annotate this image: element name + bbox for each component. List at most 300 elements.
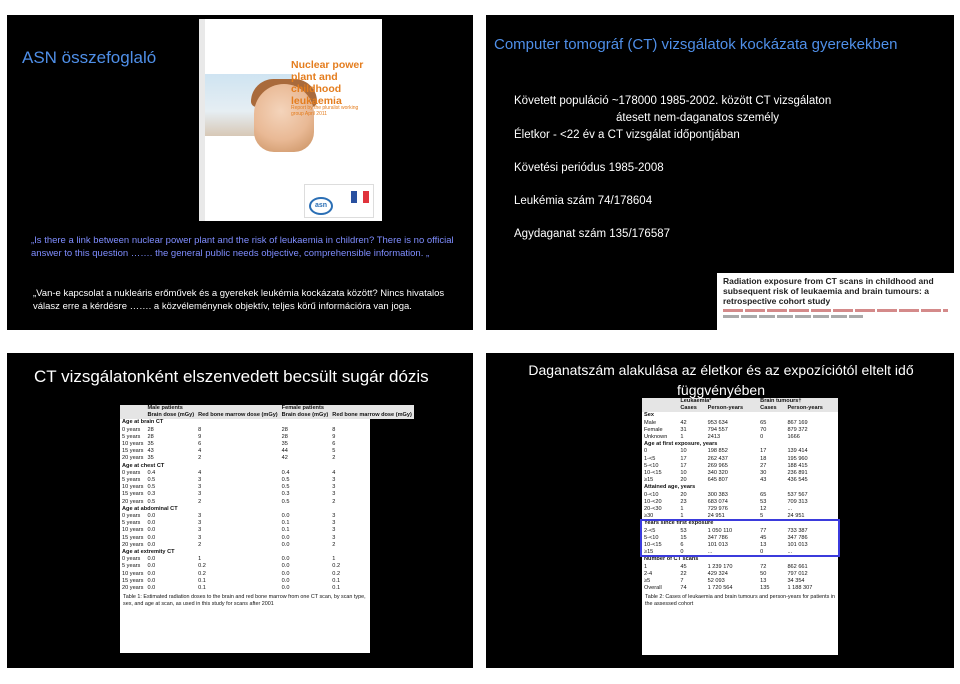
table-cell: 5 years [122, 433, 141, 440]
table-cell: 2 [332, 498, 336, 505]
table-cell: 52 093 [707, 578, 725, 585]
table-cell: 3 [332, 477, 336, 484]
table-cell: 0.0 [281, 513, 290, 520]
table-row [642, 427, 838, 434]
slide-title: Daganatszám alakulása az életkor és az expozíciótól eltelt idő függvényében [528, 362, 914, 398]
table-row [642, 492, 838, 499]
slide-title: CT vizsgálatonként elszenvedett becsült sugár dózis [34, 367, 429, 386]
table-cell: 15 years [122, 534, 144, 541]
table-row [120, 535, 414, 542]
table-cell: 4 [332, 469, 336, 476]
table-cell: 3 [198, 527, 202, 534]
table-cell: 0.5 [147, 477, 156, 484]
table-cell: ≥15 [644, 549, 654, 556]
table-cell: ≥30 [644, 513, 654, 520]
table-row [120, 499, 414, 506]
table-cell: 0.3 [281, 491, 290, 498]
table-cell: 139 414 [787, 448, 808, 455]
table-cell: 42 [680, 419, 687, 426]
table-cell: 31 [680, 426, 687, 433]
table-cell: 0.0 [281, 541, 290, 548]
table-cell: 0.0 [281, 570, 290, 577]
column-header: Brain dose (mGy) [281, 412, 329, 419]
table-cell: ≥5 [644, 578, 651, 585]
section-label: Attained age, years [644, 484, 696, 491]
table-cell: 0.4 [281, 469, 290, 476]
group-header-row [642, 398, 838, 405]
table-cell: 24 951 [787, 513, 805, 520]
table-cell: 1 [332, 556, 336, 563]
table-cell: 1 050 110 [707, 527, 733, 534]
table-cell: 20 [680, 477, 687, 484]
group-header: Leukaemia* [678, 398, 758, 405]
table-row [120, 427, 414, 434]
dose-table [120, 405, 414, 592]
table-row [120, 477, 414, 484]
table-cell: 10 years [122, 484, 144, 491]
column-header-row [642, 405, 838, 412]
table-cell: 0.0 [147, 513, 156, 520]
table-cell: 10-<15 [644, 542, 662, 549]
fact-line: átesett nem-daganatos személy [616, 112, 780, 124]
table-cell: 3 [198, 520, 202, 527]
table-cell: 269 965 [707, 462, 728, 469]
table-cell: 300 383 [707, 491, 728, 498]
table-cell: 3 [332, 520, 336, 527]
table-cell: 20 years [122, 498, 144, 505]
paper-title: Radiation exposure from CT scans in childhood and subsequent risk of leukaemia and brain tumours: a retrospective cohort study [723, 276, 934, 306]
section-label: Age at chest CT [122, 462, 165, 469]
table-cell: 7 [680, 578, 684, 585]
table-cell: 10 years [122, 570, 144, 577]
fact-line: Követett populáció ~178000 1985-2002. között CT vizsgálaton [514, 95, 832, 107]
table-cell: 1 [680, 513, 684, 520]
section-row [120, 506, 414, 513]
report-logos [304, 184, 374, 218]
table-cell: 0.0 [147, 556, 156, 563]
table-cell: 50 [760, 570, 767, 577]
table-cell: Female [644, 426, 663, 433]
table-cell: 5 years [122, 520, 141, 527]
slide-asn-summary [7, 15, 473, 330]
table-row [120, 542, 414, 549]
table-cell: 0.2 [198, 563, 206, 570]
slide-title: Computer tomográf (CT) vizsgálatok kockázata gyerekekben [494, 36, 898, 53]
paper-affiliation-line [723, 315, 863, 318]
table-cell: 53 [760, 498, 767, 505]
table-cell: 537 567 [787, 491, 808, 498]
table-row [120, 484, 414, 491]
table-cell: 953 634 [707, 419, 728, 426]
table-cell: 733 387 [787, 527, 808, 534]
table-cell: 10-<20 [644, 498, 662, 505]
column-header: Red bone marrow dose (mGy) [198, 412, 278, 419]
table-cell: 2 [198, 455, 202, 462]
table-cell: Male [644, 419, 657, 426]
table-cell: 0.1 [332, 577, 341, 584]
table-cell: ... [707, 549, 713, 556]
table-cell: 10 years [122, 441, 144, 448]
column-header: Cases [758, 405, 785, 412]
table-cell: 1 [680, 434, 684, 441]
table-cell: 867 169 [787, 419, 808, 426]
group-header: Brain tumours† [758, 398, 838, 405]
table-cell: 43 [147, 448, 154, 455]
table-cell: 0.0 [147, 520, 156, 527]
table-cell: 13 [760, 578, 767, 585]
table-cell: 862 661 [787, 563, 808, 570]
table-cell: 0.0 [281, 563, 290, 570]
table-cell: 0 [760, 434, 764, 441]
table-cell: 1 [644, 563, 648, 570]
table-cell: 17 [680, 462, 687, 469]
table-cell: 30 [760, 470, 767, 477]
table-cell: 15 [680, 534, 687, 541]
table-cell: 2 [198, 498, 202, 505]
table-cell: ≥15 [644, 477, 654, 484]
table-cell: 34 354 [787, 578, 805, 585]
table-cell: 262 437 [707, 455, 728, 462]
table-row [642, 434, 838, 441]
table-cell: 53 [680, 527, 687, 534]
table-row [120, 578, 414, 585]
table-cell: 0.0 [147, 585, 156, 592]
table-cell: 645 807 [707, 477, 728, 484]
table-cell: 0.2 [332, 563, 341, 570]
table-cell: 340 320 [707, 470, 728, 477]
table-cell: 0.5 [147, 498, 156, 505]
table-row [642, 448, 838, 455]
section-row [120, 463, 414, 470]
table-cell [120, 405, 145, 412]
cases-table-image [642, 398, 838, 655]
column-header: Cases [678, 405, 705, 412]
table-cell: 0.5 [281, 498, 290, 505]
column-header: Brain dose (mGy) [147, 412, 195, 419]
table-cell: 20 years [122, 455, 144, 462]
table-cell: 0 years [122, 513, 141, 520]
table-cell: 2 [198, 541, 202, 548]
table-cell: 3 [332, 484, 336, 491]
table-row [642, 571, 838, 578]
section-label: Age at extremity CT [122, 549, 175, 556]
section-row [642, 441, 838, 448]
cases-table [642, 398, 838, 592]
table-cell: 20 years [122, 541, 144, 548]
report-cover-image [199, 19, 382, 221]
dose-table-image [120, 405, 412, 653]
section-label: Age at brain CT [122, 419, 164, 426]
hungarian-quote: „Van-e kapcsolat a nukleáris erőművek és a gyerekek leukémia kockázata között? Nincs hivatalos válasz erre a kérdésre ……. a közvéleménynek objektív, teljes körű információra van joga. [33, 288, 445, 312]
table-cell: 0.2 [332, 570, 341, 577]
table-cell: 188 415 [787, 462, 808, 469]
table-cell: 24 951 [707, 513, 725, 520]
table-cell: 10 years [122, 527, 144, 534]
highlight-box [640, 519, 840, 557]
column-header: Person-years [706, 405, 759, 412]
table-cell: 23 [680, 498, 687, 505]
table-cell: 45 [680, 563, 687, 570]
slide-title: ASN összefoglaló [22, 48, 157, 67]
table-cell: 4 [198, 448, 202, 455]
table-cell: 101 013 [787, 542, 808, 549]
table-cell: 18 [760, 455, 767, 462]
table-cell: 15 years [122, 448, 144, 455]
table-cell: 429 324 [707, 570, 728, 577]
table-cell: 20 [680, 491, 687, 498]
table-cell: 4 [198, 469, 202, 476]
table-cell: Overall [644, 585, 662, 592]
table-row [642, 463, 838, 470]
table-cell: 13 [760, 542, 767, 549]
table-cell: 3 [198, 534, 202, 541]
section-label: Sex [644, 412, 654, 419]
table-cell: 797 012 [787, 570, 808, 577]
table-cell: 28 [147, 426, 154, 433]
table-cell: 0 [760, 549, 764, 556]
table-cell: 1-<5 [644, 455, 656, 462]
table-cell: 28 [147, 433, 154, 440]
table-cell: ... [787, 549, 793, 556]
report-title: Nuclear power plant and childhood leukaemia [291, 59, 364, 107]
table-row [120, 455, 414, 462]
table-cell: 45 [760, 534, 767, 541]
table-cell: 0.1 [198, 577, 206, 584]
table-cell: 794 557 [707, 426, 728, 433]
table-cell: 2 [332, 541, 336, 548]
table-cell [120, 412, 145, 419]
table-cell: 9 [198, 433, 202, 440]
table-cell: 0.5 [281, 484, 290, 491]
table-row [642, 564, 838, 571]
section-label: Years since first exposure [644, 520, 714, 527]
table-cell: 0.1 [281, 527, 290, 534]
table-row [642, 456, 838, 463]
table-cell: 436 545 [787, 477, 808, 484]
table-cell: 5 [332, 448, 336, 455]
fact-line: Agydaganat szám 135/176587 [514, 228, 671, 240]
table-cell: 0.5 [147, 484, 156, 491]
table-cell: 198 852 [707, 448, 728, 455]
table-cell: 195 960 [787, 455, 808, 462]
table-caption: Table 2: Cases of leukaemia and brain tumours and person-years for patients in the assessed cohort [645, 594, 835, 608]
table-cell: 17 [760, 448, 767, 455]
table-row [642, 578, 838, 585]
paper-header-image [717, 273, 954, 330]
fact-line: Követési periódus 1985-2008 [514, 162, 664, 174]
table-cell: 72 [760, 563, 767, 570]
table-cell: 3 [332, 491, 336, 498]
table-cell: 347 786 [707, 534, 728, 541]
column-header: Person-years [785, 405, 838, 412]
table-cell: 1 188 307 [787, 585, 813, 592]
slide-ct-risk [486, 15, 954, 330]
table-cell: 0 [680, 549, 684, 556]
column-header-row [120, 412, 414, 419]
table-cell: 0.1 [332, 585, 341, 592]
table-cell: 9 [332, 433, 336, 440]
section-row [120, 549, 414, 556]
table-cell: 2-4 [644, 570, 653, 577]
group-header: Male patients [145, 405, 279, 412]
table-cell: 0.2 [198, 570, 206, 577]
table-cell: 1 720 564 [707, 585, 733, 592]
table-row [120, 434, 414, 441]
table-cell: 0.3 [147, 491, 156, 498]
table-cell: 0.0 [147, 570, 156, 577]
table-cell: 65 [760, 491, 767, 498]
table-cell: 35 [147, 441, 154, 448]
table-cell: 12 [760, 506, 767, 513]
table-row [642, 506, 838, 513]
table-cell: 1 [680, 506, 684, 513]
table-cell: 3 [198, 477, 202, 484]
table-row [120, 563, 414, 570]
table-cell: 70 [760, 426, 767, 433]
section-row [642, 412, 838, 419]
table-cell: 8 [198, 426, 202, 433]
table-cell: 8 [332, 426, 336, 433]
table-cell: 0.0 [147, 527, 156, 534]
table-cell: 0.5 [281, 477, 290, 484]
table-cell: 0.0 [147, 577, 156, 584]
table-cell: 27 [760, 462, 767, 469]
table-cell: 0.0 [281, 585, 290, 592]
section-label: Number of CT scans [644, 556, 699, 563]
table-row [120, 513, 414, 520]
table-cell: 135 [760, 585, 770, 592]
table-cell: 3 [332, 527, 336, 534]
table-cell: ... [787, 506, 793, 513]
table-caption: Table 1: Estimated radiation doses to the brain and red bone marrow from one CT scan, by scan type, sex, and age at scan, as used in this study for scans after 2001 [123, 594, 366, 608]
table-cell: 709 313 [787, 498, 808, 505]
table-cell: 2-<5 [644, 527, 656, 534]
table-cell: 1666 [787, 434, 800, 441]
table-cell: 20-<30 [644, 506, 662, 513]
english-quote: „Is there a link between nuclear power plant and the risk of leukaemia in children? There is no official answer to this question ……. the general public needs objective, comprehensible information. „ [31, 235, 454, 259]
table-cell: 35 [147, 455, 154, 462]
table-cell: 6 [680, 542, 684, 549]
table-cell: 879 372 [787, 426, 808, 433]
fact-line: Életkor - <22 év a CT vizsgálat időpontjában [514, 129, 740, 141]
table-cell: 3 [332, 513, 336, 520]
table-cell: 3 [198, 513, 202, 520]
table-cell: 347 786 [787, 534, 808, 541]
paper-authors-line [723, 309, 948, 312]
table-cell: 5-<10 [644, 534, 659, 541]
table-row [120, 441, 414, 448]
table-cell: 683 074 [707, 498, 728, 505]
table-cell: 5 [760, 513, 764, 520]
table-cell: 35 [281, 441, 288, 448]
slide-cases-table [486, 353, 954, 668]
table-cell: 1 239 170 [707, 563, 733, 570]
table-cell: 5-<10 [644, 462, 659, 469]
table-cell: 28 [281, 426, 288, 433]
table-cell: 6 [198, 441, 202, 448]
table-cell: 0 years [122, 469, 141, 476]
section-row [642, 484, 838, 491]
group-header: Female patients [280, 405, 414, 412]
table-row [120, 571, 414, 578]
table-cell: 15 years [122, 577, 144, 584]
table-row [642, 585, 838, 592]
slide-dose-table [7, 353, 473, 668]
table-cell: 10 [680, 448, 687, 455]
table-cell: 0.4 [147, 469, 156, 476]
table-row [120, 585, 414, 592]
fact-line: Leukémia szám 74/178604 [514, 195, 653, 207]
table-row [642, 499, 838, 506]
table-cell: 15 years [122, 491, 144, 498]
table-cell: 729 976 [707, 506, 728, 513]
table-cell: 20 years [122, 585, 144, 592]
table-cell: 10 [680, 470, 687, 477]
table-cell: 0 [644, 448, 648, 455]
table-row [120, 470, 414, 477]
table-row [642, 420, 838, 427]
table-cell: 17 [680, 455, 687, 462]
table-cell: 42 [281, 455, 288, 462]
table-cell [642, 405, 678, 412]
table-cell: 44 [281, 448, 288, 455]
table-cell: 28 [281, 433, 288, 440]
table-cell: 0.1 [281, 520, 290, 527]
table-cell: 0 years [122, 556, 141, 563]
table-row [120, 448, 414, 455]
table-cell: 77 [760, 527, 767, 534]
table-cell: 0-<10 [644, 491, 659, 498]
asn-logo: asn [309, 197, 333, 215]
table-row [120, 556, 414, 563]
table-cell: 74 [680, 585, 687, 592]
table-cell: 2 [332, 455, 336, 462]
table-row [642, 470, 838, 477]
table-cell: 3 [198, 484, 202, 491]
table-cell: 0.1 [198, 585, 206, 592]
table-cell: 2413 [707, 434, 721, 441]
section-label: Age at abdominal CT [122, 505, 178, 512]
table-row [120, 520, 414, 527]
table-cell: 0.0 [281, 577, 290, 584]
table-cell: 236 891 [787, 470, 808, 477]
table-cell: 0.0 [147, 563, 156, 570]
table-cell: 1 [198, 556, 202, 563]
table-cell: 0.0 [281, 534, 290, 541]
table-cell [642, 398, 678, 405]
table-cell: Unknown [644, 434, 668, 441]
table-row [642, 477, 838, 484]
group-header-row [120, 405, 414, 412]
table-cell: 22 [680, 570, 687, 577]
table-cell: 5 years [122, 477, 141, 484]
table-row [120, 527, 414, 534]
table-cell: 6 [332, 441, 336, 448]
report-subtitle: Report by the pluralist working group April 2011 [291, 105, 359, 117]
table-cell: 5 years [122, 563, 141, 570]
table-cell: 101 013 [707, 542, 728, 549]
table-cell: 10-<15 [644, 470, 662, 477]
column-header: Red bone marrow dose (mGy) [332, 412, 412, 419]
table-cell: 65 [760, 419, 767, 426]
table-cell: 0 years [122, 426, 141, 433]
section-row [642, 556, 838, 563]
table-cell: 3 [198, 491, 202, 498]
table-cell: 0.0 [281, 556, 290, 563]
table-cell: 3 [332, 534, 336, 541]
table-row [120, 491, 414, 498]
republic-logo [351, 191, 369, 203]
